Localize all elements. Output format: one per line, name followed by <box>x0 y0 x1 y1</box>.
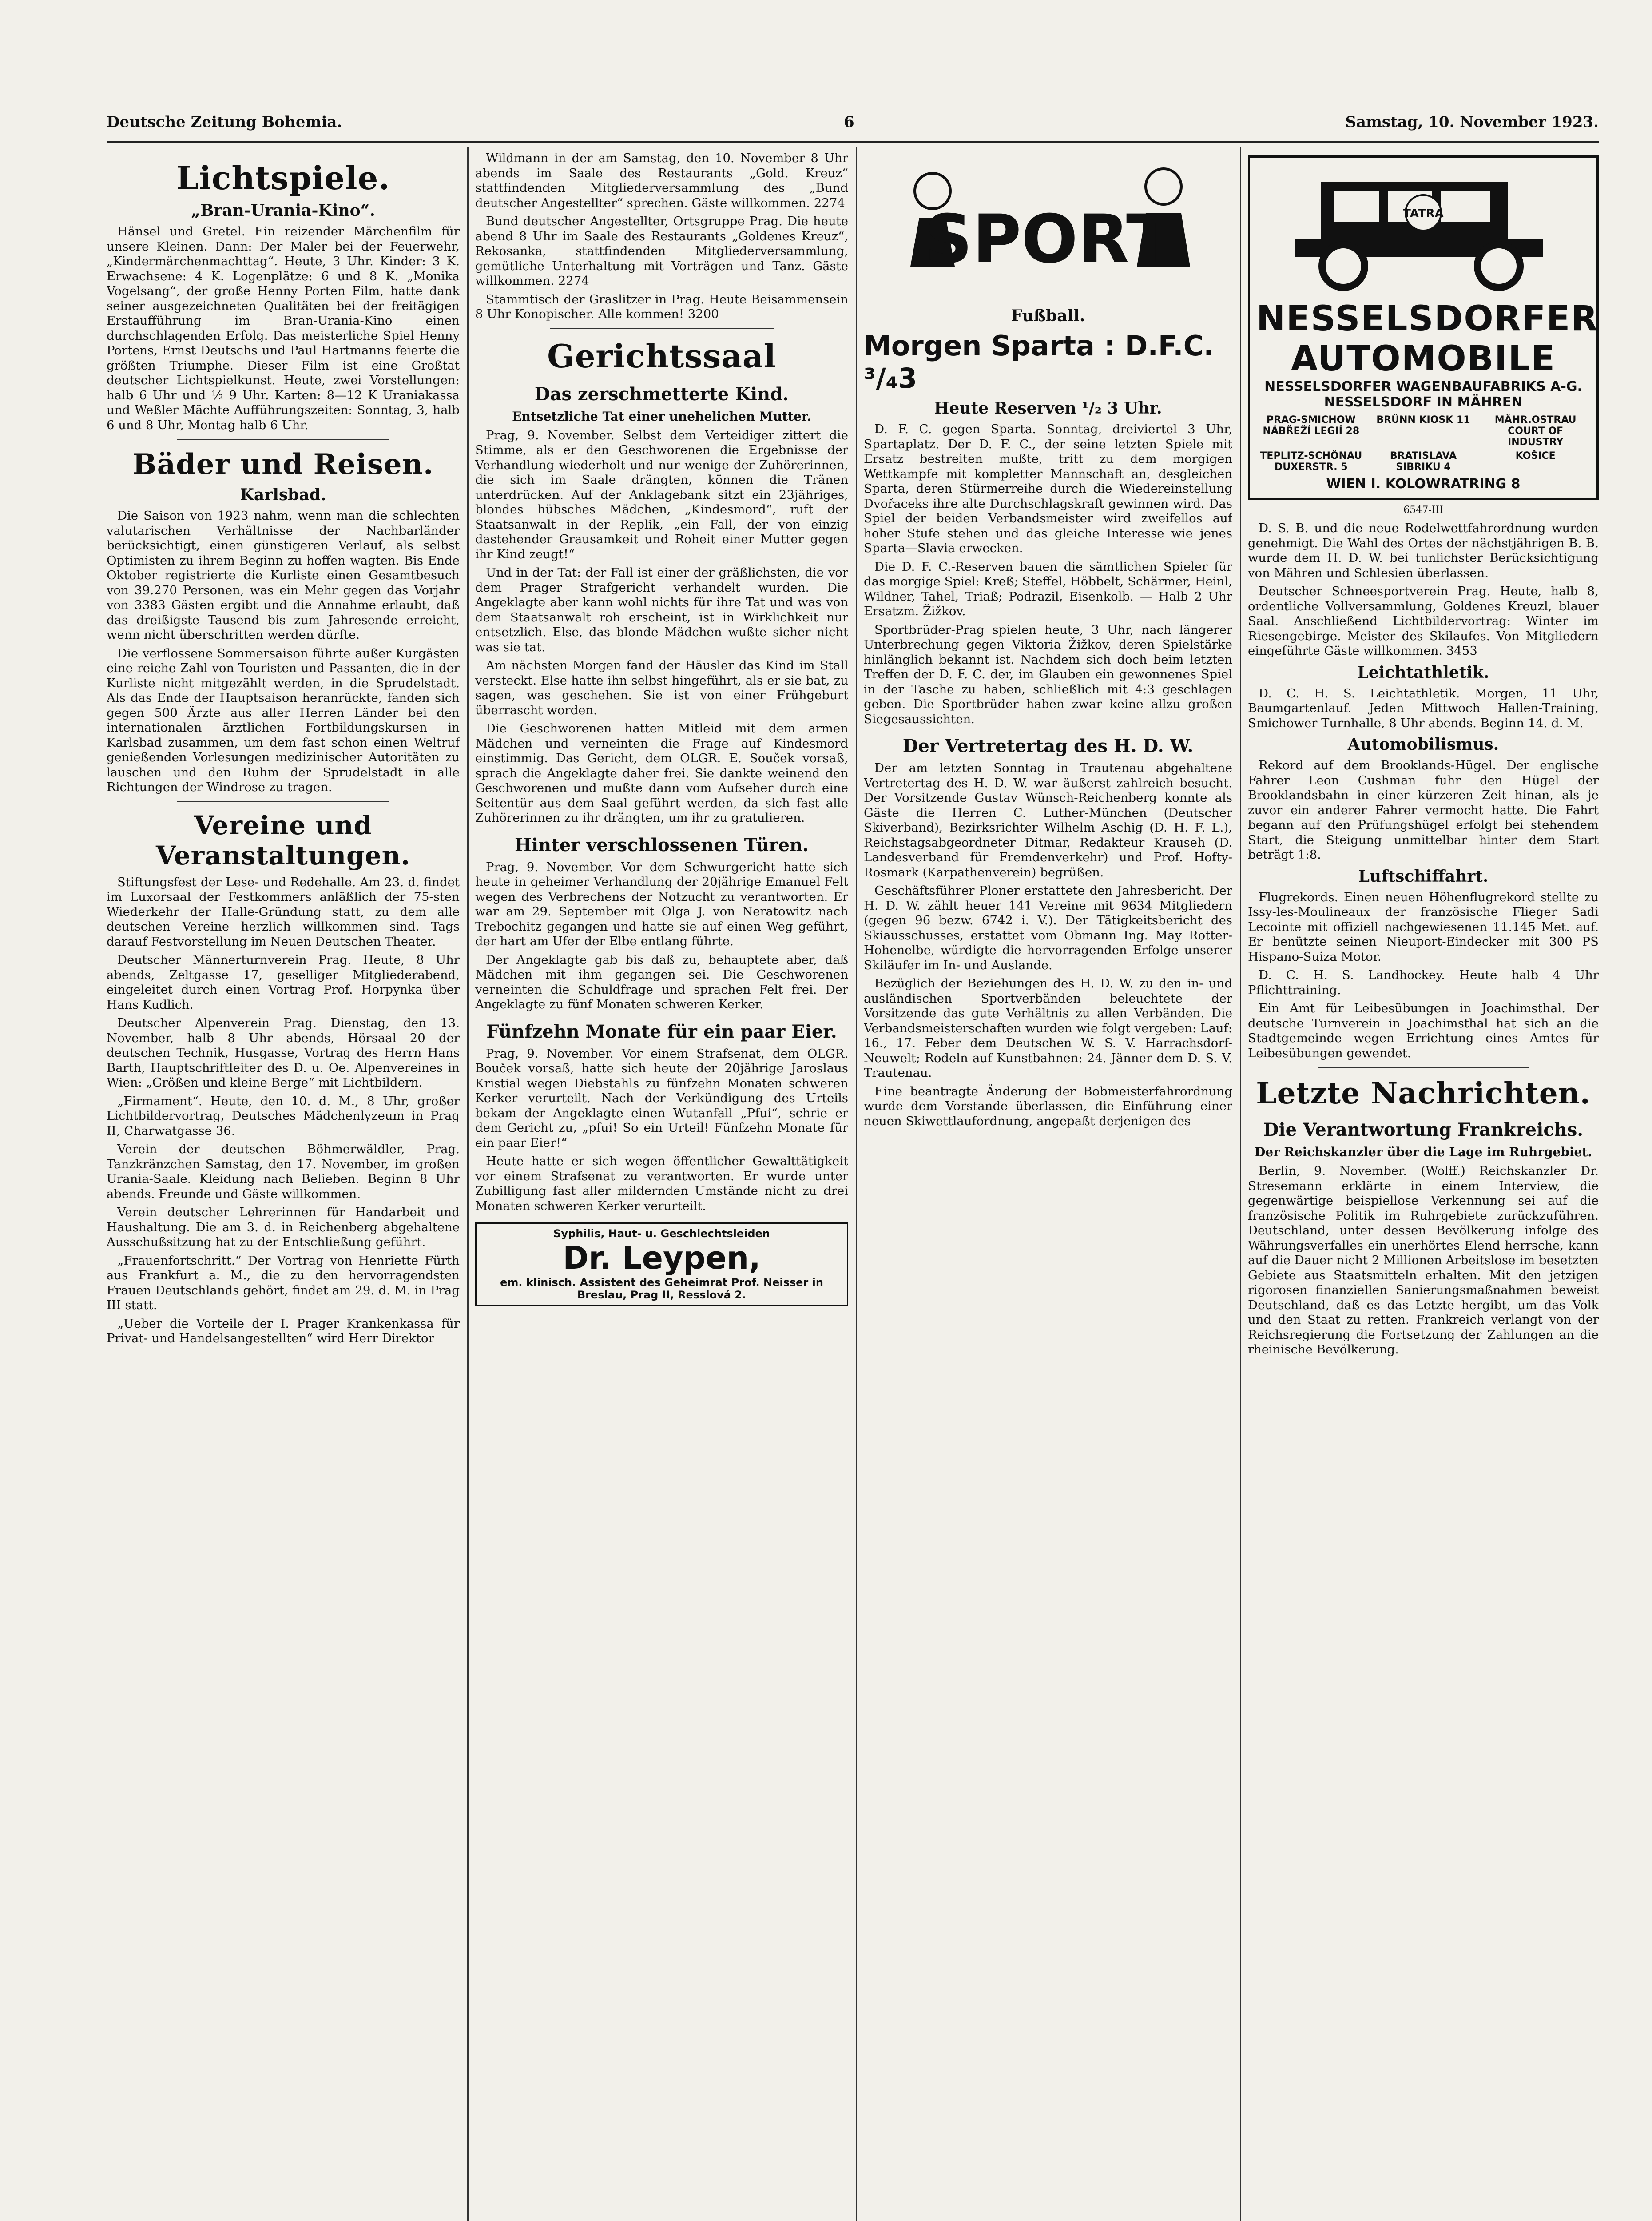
article-paragraph: Die verflossene Sommersaison führte außer Kurgästen eine reiche Zahl von Touristen und Passanten, die in der Kurliste nicht mitgezählt werden, in die Sprudelstadt. Als das Ende der Hauptsaison heranrückte, fanden sich gegen 500 Ärzte aus aller Herren Länder bei den internationalen ärztlichen Fortbildungskursen in Karlsbad zusammen, um dem fast schon einen Weltruf genießenden Vorlesungen medizinischer Autoritäten zu lauschen und den Ruhm der Sprudelstadt in alle Richtungen der Windrose zu tragen. <box>107 646 460 794</box>
article-paragraph: Am nächsten Morgen fand der Häusler das Kind im Stall versteckt. Else hatte ihn selbst hingeführt, als er sie bat, zu sagen, was geschehen. Sie ist von einer Frühgeburt überrascht worden. <box>475 658 848 717</box>
column-2 <box>475 151 848 2221</box>
section-title-vereine: Vereine und Veranstaltungen. <box>156 810 410 871</box>
section-title-letzte-nachrichten: Letzte Nachrichten. <box>1256 1076 1591 1110</box>
article-paragraph: Deutscher Männerturnverein Prag. Heute, 8 Uhr abends, Zeltgasse 17, geselliger Mitgliederabend, eingeleitet durch einen Vortrag Prof. Horpynka über Hans Kudlich. <box>107 953 460 1012</box>
sport-logo-text: SPORT <box>924 201 1172 278</box>
sport-illustration-icon <box>879 151 1217 298</box>
ad-number: 6547-III <box>1403 505 1443 516</box>
divider <box>177 801 389 802</box>
article-paragraph: Bezüglich der Beziehungen des H. D. W. zu den in- und ausländischen Sportverbänden beleuchtete der Vorsitzende das gute Verhältnis zu allen Verbänden. Die Verbandsmeisterschaften wurden wie folgt vergeben: Lauf: 16., 17. Feber dem Deutschen W. S. V. Harrachsdorf-Neuwelt; Rodeln auf Kunstbahnen: 24. Jänner dem D. S. V. Trautenau. <box>864 976 1232 1080</box>
sport-logo <box>879 151 1217 298</box>
sport-category: Leichtathletik. <box>1357 663 1489 682</box>
article-paragraph: Sportbrüder-Prag spielen heute, 3 Uhr, nach längerer Unterbrechung gegen Viktoria Žižkov, deren Spielstärke hinlänglich bekannt ist. Nachdem sich doch beim letzten Treffen der D. F. C. der, im Glauben ein gewonnenes Spiel in der Tasche zu haben, schließlich mit 4:3 geschlagen geben. Die Sportbrüder haben zwar keine allzu großen Siegesaussichten. <box>864 622 1232 726</box>
headline: Morgen Sparta : D.F.C. ³/₄3 <box>864 330 1214 394</box>
ad-title: NESSELSDORFER AUTOMOBILE <box>1256 299 1599 379</box>
article-title: Der Vertretertag des H. D. W. <box>902 736 1194 756</box>
article-paragraph: „Firmament“. Heute, den 10. d. M., 8 Uhr, großer Lichtbildervortrag, Deutsches Mädchenlyzeum in Prag II, Charwatgasse 36. <box>107 1094 460 1138</box>
sport-category: Luftschiffahrt. <box>1358 867 1489 886</box>
ad-location: KOŠICE <box>1515 450 1556 462</box>
article-paragraph: Hänsel und Gretel. Ein reizender Märchenfilm für unsere Kleinen. Dann: Der Maler bei der Feuerwehr, „Kindermärchenmachttag“. Heute, 3 Uhr. Kinder: 3 K. Erwachsene: 4 K. Logenplätze: 6 und 8 K. „Monika Vogelsang“, der große Henny Porten Film, hatte dank seiner ausgezeichneten Qualitäten bei der freitägigen Erstaufführung im Bran-Urania-Kino einen durchschlagenden Erfolg. Das meisterliche Spiel Henny Portens, Ernst Deutschs und Paul Hartmanns feierte die größten Triumphe. Dieser Film ist eine Großtat deutscher Lichtspielkunst. Heute, zwei Vorstellungen: halb 6 Uhr und ½ 9 Uhr. Karten: 8—12 K Uraniakassa und Weßler Mächte Aufführungszeiten: Sonntag, 3, halb 6 und 8 Uhr, Montag halb 6 Uhr. <box>107 224 460 432</box>
notice-paragraph: Stammtisch der Graslitzer in Prag. Heute Beisammensein 8 Uhr Konopischer. Alle kommen! 3200 <box>475 292 848 321</box>
article-paragraph: Prag, 9. November. Vor einem Strafsenat, dem OLGR. Bouček vorsaß, hatte sich heute der 20jährige Jaroslaus Kristial wegen Diebstahls zu fünfzehn Monaten schweren Kerker verurteilt. Nach der Verkündigung des Urteils bekam der Angeklagte einen Wutanfall „Pfui“, schrie er dem Gericht zu, „pfui! So ein Urteil! Fünfzehn Monate für ein paar Eier!“ <box>475 1046 848 1150</box>
article-paragraph: Stiftungsfest der Lese- und Redehalle. Am 23. d. findet im Luxorsaal der Festkommers anläßlich der 75-sten Wiederkehr der Halle-Gründung statt, zu dem alle deutschen Vereine herzlich willkommen sind. Tags darauf Festvorstellung im Neuen Deutschen Theater. <box>107 875 460 949</box>
article-paragraph: Prag, 9. November. Selbst dem Verteidiger zittert die Stimme, als er den Geschworenen die Ergebnisse der Verhandlung wiederholt und nur wenige der Zuhörerinnen, die sich im Saale drängten, können die Tränen unterdrücken. Auf der Anklagebank sitzt ein 23jähriges, blondes hübsches Mädchen, „Kindesmord“, ruft der Staatsanwalt in der Replik, „ein Fall, der von einzig dastehender Grausamkeit und Roheit einer Mutter gegen ihr Kind zeugt!“ <box>475 428 848 561</box>
ad-name: Dr. Leypen, <box>563 1240 761 1276</box>
section-subtitle: Karlsbad. <box>240 486 326 504</box>
ad-location: PRAG-SMICHOW NÁBŘEŽÍ LEGIÍ 28 <box>1263 414 1360 437</box>
article-subtitle: Entsetzliche Tat einer unehelichen Mutter. <box>512 409 811 424</box>
header-rule <box>107 141 1599 143</box>
section-title-gerichtssaal: Gerichtssaal <box>547 337 776 375</box>
article-paragraph: Verein deutscher Lehrerinnen für Handarbeit und Haushaltung. Die am 3. d. in Reichenberg abgehaltene Ausschußsitzung hat zu der Entschließung geführt. <box>107 1205 460 1249</box>
issue-date: Samstag, 10. November 1923. <box>1345 113 1599 131</box>
article-paragraph: Deutscher Schneesportverein Prag. Heute, halb 8, ordentliche Vollversammlung, Goldenes Kreuzl, blauer Saal. Anschließend Lichtbildervortrag: Winter im Riesengebirge. Meister des Skilaufes. Von Mitgliedern eingeführte Gäste willkommen. 3453 <box>1248 584 1599 658</box>
sport-category: Fußball. <box>1011 306 1085 325</box>
article-paragraph: Und in der Tat: der Fall ist einer der gräßlichsten, die vor dem Prager Strafgericht verhandelt wurden. Die Angeklagte aber kann wohl nichts für ihre Tat und was von dem Staatsanwalt roh erscheint, ist in Wirklichkeit nur entsetzlich. Else, das blonde Mädchen wußte sicher nicht was sie tat. <box>475 565 848 654</box>
divider <box>550 328 774 329</box>
ad-location: BRATISLAVA SIBRIKU 4 <box>1390 450 1457 473</box>
article-title: Das zerschmetterte Kind. <box>534 383 789 405</box>
divider <box>1318 1067 1529 1068</box>
article-paragraph: Rekord auf dem Brooklands-Hügel. Der englische Fahrer Leon Cushman fuhr den Hügel der Brooklandsbahn in einer kürzeren Zeit hinan, als je zuvor ein anderer Fahrer vermocht hatte. Die Fahrt begann auf den Prüfungshügel erfolgt bei stehendem Start, die Steigung unmittelbar hinter dem Start beträgt 1:8. <box>1248 758 1599 862</box>
article-paragraph: D. F. C. gegen Sparta. Sonntag, dreiviertel 3 Uhr, Spartaplatz. Der D. F. C., der seine letzten Spiele mit Ersatz bestreiten mußte, tritt zu dem morgigen Wettkampfe mit kompletter Mannschaft an, desgleichen Sparta, deren Stürmerreihe durch die Wiedereinstellung Dvořaceks ihre alte Durchschlagskraft gewinnen wird. Das Spiel der beiden Verbandsmeister wird zweifellos auf hoher Stufe stehen und das gleiche Interesse wie jenes Sparta—Slavia erwecken. <box>864 422 1232 555</box>
ad-location: MÄHR.OSTRAU COURT OF INDUSTRY <box>1494 414 1577 448</box>
section-subtitle: „Bran-Urania-Kino“. <box>191 201 375 220</box>
notice-paragraph: Bund deutscher Angestellter, Ortsgruppe Prag. Die heute abend 8 Uhr im Saale des Restaurants „Goldenes Kreuz“, Rekosanka, stattfindenden Mitgliederversammlung, gemütliche Unterhaltung mit Vorträgen und Tanz. Gäste willkommen. 2274 <box>475 214 848 288</box>
article-paragraph: D. S. B. und die neue Rodelwettfahrordnung wurden genehmigt. Die Wahl des Ortes der nächstjährigen B. B. wurde dem H. D. W. bei tunlichster Berücksichtigung von Mähren und Schlesien überlassen. <box>1248 521 1599 580</box>
section-title-lichtspiele: Lichtspiele. <box>176 159 390 197</box>
column-divider <box>1240 147 1241 2221</box>
article-paragraph: Der Angeklagte gab bis daß zu, behauptete aber, daß Mädchen mit ihm gegangen sei. Die Geschworenen verneinten die Schuldfrage und sprachen Felt frei. Der Angeklagte zu fünf Monaten schweren Kerker. <box>475 952 848 1011</box>
article-paragraph: Deutscher Alpenverein Prag. Dienstag, den 13. November, halb 8 Uhr abends, Hörsaal 20 der deutschen Technik, Husgasse, Vortrag des Herrn Hans Barth, Hauptschriftleiter des D. u. Oe. Alpenvereines in Wien: „Größen und kleine Berge“ mit Lichtbildern. <box>107 1016 460 1090</box>
sport-category: Automobilismus. <box>1347 735 1499 754</box>
article-paragraph: „Frauenfortschritt.“ Der Vortrag von Henriette Fürth aus Frankfurt a. M., die zu den hervorragendsten Frauen Deutschlands gehört, findet am 29. d. M. in Prag III statt. <box>107 1253 460 1312</box>
car-illustration-icon <box>1268 164 1579 297</box>
article-title: Die Verantwortung Frankreichs. <box>1263 1119 1584 1140</box>
article-paragraph: Berlin, 9. November. (Wolff.) Reichskanzler Dr. Stresemann erklärte in einem Interview, die gegenwärtige beispiellose Verkennung sei auf die französische Politik im Ruhrgebiete zurückzuführen. Deutschland, unter dessen Bevölkerung infolge des Währungsverfalles ein unerhörtes Elend herrsche, kann auf die Dauer nicht 2 Millionen Arbeitslose im besetzten Gebiete aus Staatsmitteln erhalten. Mit den jetzigen rigorosen finanziellen Sanierungsmaßnahmen beweist Deutschland, daß es das Letzte hergibt, um das Volk und den Staat zu retten. Frankreich verlangt von der Reichsregierung die Fortsetzung der Zahlungen an die rheinische Bevölkerung. <box>1248 1164 1599 1357</box>
article-paragraph: Flugrekords. Einen neuen Höhenflugrekord stellte zu Issy-les-Moulineaux der französische Flieger Sadi Lecointe mit offiziell nachgewiesenen 11.145 Met. auf. Er benützte seinen Nieuport-Eindecker mit 300 PS Hispano-Suiza Motor. <box>1248 890 1599 964</box>
article-title: Fünfzehn Monate für ein paar Eier. <box>486 1021 837 1042</box>
headline-sub: Heute Reserven ¹/₂ 3 Uhr. <box>934 399 1162 418</box>
brand-text: TATRA <box>1403 207 1444 220</box>
notice-paragraph: Wildmann in der am Samstag, den 10. November 8 Uhr abends im Saale des Restaurants „Gold. Kreuz“ stattfindenden Mitgliederversammlung des „Bund deutscher Angestellter“ sprechen. Gäste willkommen. 2274 <box>475 151 848 210</box>
article-paragraph: Die D. F. C.-Reserven bauen die sämtlichen Spieler für das morgige Spiel: Kreß; Steffel, Höbbelt, Schärmer, Heinl, Wildner, Tahel, Triaß; Podrazil, Eisenkolb. — Halb 2 Uhr Ersatzm. Žižkov. <box>864 559 1232 618</box>
column-divider <box>467 147 469 2221</box>
advertisement-leypen <box>475 1222 848 1306</box>
ad-line: em. klinisch. Assistent des Geheimrat Prof. Neisser in Breslau, Prag II, Resslová 2. <box>500 1276 823 1301</box>
section-title-baeder: Bäder und Reisen. <box>132 448 434 481</box>
article-paragraph: Verein der deutschen Böhmerwäldler, Prag. Tanzkränzchen Samstag, den 17. November, im großen Urania-Saale. Kleidung nach Belieben. Beginn 8 Uhr abends. Freunde und Gäste willkommen. <box>107 1142 460 1201</box>
ad-location: TEPLITZ-SCHÖNAU DUXERSTR. 5 <box>1260 450 1362 473</box>
article-paragraph: D. C. H. S. Leichtathletik. Morgen, 11 Uhr, Baumgartenlauf. Jeden Mittwoch Hallen-Training, Smichower Turnhalle, 8 Uhr abends. Beginn 14. d. M. <box>1248 686 1599 730</box>
article-paragraph: D. C. H. S. Landhockey. Heute halb 4 Uhr Pflichttraining. <box>1248 968 1599 997</box>
divider <box>177 439 389 440</box>
ad-location: BRÜNN KIOSK 11 <box>1376 414 1470 426</box>
running-header <box>107 113 1599 140</box>
ad-line: Syphilis, Haut- u. Geschlechtsleiden <box>553 1227 770 1240</box>
article-paragraph: Eine beantragte Änderung der Bobmeisterfahrordnung wurde dem Vorstande überlassen, die Einführung einer neuen Skiwettlaufordnung, angepaßt derjenigen des <box>864 1084 1232 1128</box>
article-paragraph: Heute hatte er sich wegen öffentlicher Gewalttätigkeit vor einem Strafsenat zu verantworten. Er wurde unter Zubilligung fast aller mildernden Umstände nicht zu drei Monaten schweren Kerker verurteilt. <box>475 1154 848 1213</box>
ad-subtitle: NESSELSDORFER WAGENBAUFABRIKS A-G. <box>1264 379 1582 394</box>
article-paragraph: Geschäftsführer Ploner erstattete den Jahresbericht. Der H. D. W. zählt heuer 141 Vereine mit 9634 Mitgliedern (gegen 96 bezw. 6742 i. V.). Der Tätigkeitsbericht des Skiausschusses, erstattet vom Obmann Ing. May Rotter-Hohenelbe, würdigte die hervorragenden Erfolge unserer Skiläufer im In- und Auslande. <box>864 884 1232 972</box>
column-1 <box>107 151 460 2221</box>
paper-name: Deutsche Zeitung Bohemia. <box>107 113 342 131</box>
article-paragraph: Die Geschworenen hatten Mitleid mit dem armen Mädchen und verneinten die Frage auf Kindesmord einstimmig. Das Gericht, dem OLGR. E. Souček vorsaß, sprach die Angeklagte daher frei. Sie dankte weinend den Geschworenen und mußte dann vom Aufseher durch eine Seitentür aus dem Saal geführt werden, da sich fast alle Zuhörerinnen zu ihr drängten, um ihr zu gratulieren. <box>475 721 848 825</box>
ad-wien: WIEN I. KOLOWRATRING 8 <box>1326 476 1521 492</box>
column-divider <box>856 147 857 2221</box>
article-paragraph: Der am letzten Sonntag in Trautenau abgehaltene Vertretertag des H. D. W. war äußerst zahlreich besucht. Der Vorsitzende Gustav Wünsch-Reichenberg konnte als Gäste die Herren C. Luther-München (Deutscher Skiverband), Bezirksrichter Wilhelm Aschig (D. H. F. L.), Reichstagsabgeordneter Ditmar, Redakteur Krauseh (D. Landesverband für Fremdenverkehr) und Prof. Hofty-Rosmark (Karpathenverein) begrüßen. <box>864 761 1232 880</box>
column-4 <box>1248 151 1599 2221</box>
ad-locations <box>1256 414 1590 473</box>
article-paragraph: Prag, 9. November. Vor dem Schwurgericht hatte sich heute in geheimer Verhandlung der 20jährige Emanuel Felt wegen des Verbrechens der Notzucht zu verantworten. Er war am 29. September mit Olga J. von Neratowitz nach Trebochitz gegangen und hatte sie auf einen Weg geführt, der hart am Ufer der Elbe entlang führte. <box>475 860 848 948</box>
article-paragraph: Ein Amt für Leibesübungen in Joachimsthal. Der deutsche Turnverein in Joachimsthal hat sich an die Stadtgemeinde wegen Errichtung eines Amtes für Leibesübungen gewendet. <box>1248 1001 1599 1060</box>
advertisement-tatra <box>1248 155 1599 500</box>
article-subtitle: Der Reichskanzler über die Lage im Ruhrgebiet. <box>1254 1145 1592 1159</box>
article-paragraph: „Ueber die Vorteile der I. Prager Krankenkassa für Privat- und Handelsangestellten“ wird Herr Direktor <box>107 1316 460 1345</box>
column-3 <box>864 151 1232 2221</box>
article-paragraph: Die Saison von 1923 nahm, wenn man die schlechten valutarischen Verhältnisse der Nachbarländer berücksichtigt, einen günstigeren Verlauf, als selbst Optimisten zu ihrem Beginn zu hoffen wagten. Bis Ende Oktober registrierte die Kurliste einen Gesamtbesuch von 39.270 Personen, was ein Mehr gegen das Vorjahr von 3383 Gästen ergibt und die Annahme erlaubt, daß das dreißigste Tausend bis zum Jahresende erreicht, wenn nicht überschritten werden dürfte. <box>107 509 460 642</box>
article-title: Hinter verschlossenen Türen. <box>515 834 809 856</box>
ad-subtitle: NESSELSDORF IN MÄHREN <box>1324 394 1523 410</box>
page-number: 6 <box>844 113 854 131</box>
